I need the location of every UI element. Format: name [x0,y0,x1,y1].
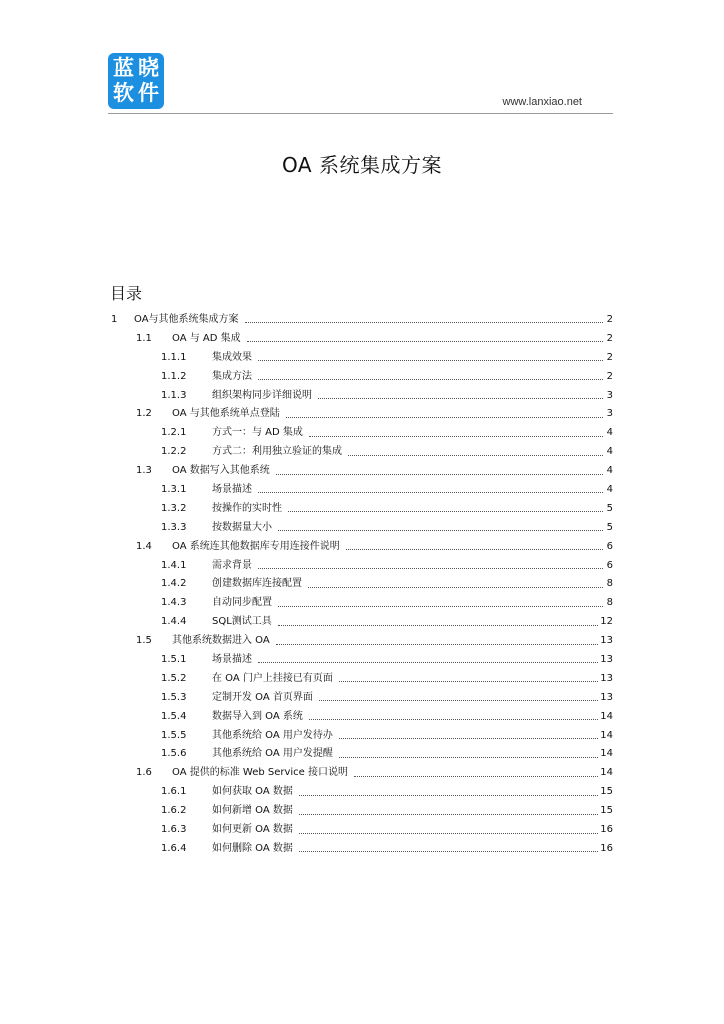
table-of-contents [0,311,724,859]
logo-char: 件 [138,81,159,105]
toc-leader-dots [346,548,603,550]
toc-entry-line [212,594,613,613]
toc-entry-number: 1.4.4 [161,616,187,628]
toc-entry-label: 集成效果 [212,351,252,363]
toc-leader-dots [309,435,603,437]
toc-entry[interactable] [0,764,724,783]
toc-entry-number: 1.6.4 [161,842,187,854]
toc-entry-number: 1.3.1 [161,484,187,496]
toc-entry-number: 1.5 [136,635,152,647]
toc-entry-number: 1.1.2 [161,370,187,382]
toc-entry-label: OA 系统连其他数据库专用连接件说明 [172,540,340,552]
logo-char: 软 [113,81,134,105]
toc-entry[interactable] [0,462,724,481]
toc-entry[interactable] [0,481,724,500]
toc-entry-page: 6 [606,559,613,571]
toc-entry-line [172,405,613,424]
toc-entry-label: OA 数据写入其他系统 [172,465,270,477]
toc-entry-line [212,670,613,689]
toc-entry-label: 场景描述 [212,484,252,496]
toc-leader-dots [339,680,598,682]
toc-entry-label: 按数据量大小 [212,521,272,533]
toc-entry-line [212,708,613,727]
toc-entry-line [212,349,613,368]
toc-entry-page: 13 [600,635,613,647]
toc-entry-page: 5 [606,502,613,514]
toc-entry[interactable] [0,575,724,594]
toc-leader-dots [258,359,603,361]
toc-entry-label: 数据导入到 OA 系统 [212,710,303,722]
toc-entry-page: 8 [606,578,613,590]
toc-entry-number: 1.6.3 [161,824,187,836]
toc-entry-label: OA 提供的标准 Web Service 接口说明 [172,767,349,779]
toc-entry-page: 13 [600,654,613,666]
toc-entry-label: 如何获取 OA 数据 [212,786,293,798]
toc-entry-number: 1.5.4 [161,710,187,722]
toc-leader-dots [299,813,598,815]
toc-entry-page: 2 [606,370,613,382]
toc-entry-number: 1.1.3 [161,389,187,401]
toc-leader-dots [258,567,603,569]
toc-entry-label: 如何新增 OA 数据 [212,805,293,817]
toc-leader-dots [286,416,603,418]
toc-entry-line [212,443,613,462]
toc-leader-dots [258,661,598,663]
toc-entry-label: SQL测试工具 [212,616,272,628]
toc-entry-label: OA 与 AD 集成 [172,332,241,344]
toc-entry-line [172,632,613,651]
toc-entry-label: OA 与其他系统单点登陆 [172,408,280,420]
toc-entry-page: 14 [600,710,613,722]
toc-entry-line [212,727,613,746]
toc-entry-number: 1.2.1 [161,427,187,439]
toc-leader-dots [288,510,603,512]
toc-entry-line [212,424,613,443]
toc-entry-line [212,745,613,764]
toc-leader-dots [258,378,603,380]
toc-entry[interactable] [0,330,724,349]
toc-entry-label: 其他系统数据进入 OA [172,635,270,647]
toc-entry-number: 1.5.1 [161,654,187,666]
toc-entry-label: 方式一：与 AD 集成 [212,427,303,439]
toc-entry-number: 1.2 [136,408,152,420]
toc-entry[interactable] [0,651,724,670]
toc-heading: 目录 [110,284,143,303]
toc-entry[interactable] [0,368,724,387]
toc-entry-line [212,689,613,708]
toc-entry[interactable] [0,727,724,746]
toc-entry[interactable] [0,821,724,840]
toc-entry[interactable] [0,783,724,802]
toc-entry-number: 1.4.2 [161,578,187,590]
toc-entry-page: 14 [600,729,613,741]
company-logo [108,53,164,109]
toc-leader-dots [348,454,603,456]
toc-leader-dots [299,832,598,834]
toc-leader-dots [299,794,598,796]
toc-entry-number: 1.6 [136,767,152,779]
toc-entry[interactable] [0,689,724,708]
toc-entry-number: 1.5.6 [161,748,187,760]
toc-entry-line [172,462,613,481]
header-url: www.lanxiao.net [502,96,582,108]
document-title: OA 系统集成方案 [282,153,442,177]
toc-entry-line [212,783,613,802]
toc-leader-dots [354,775,598,777]
toc-entry-line [212,575,613,594]
toc-leader-dots [258,491,603,493]
toc-entry-label: 创建数据库连接配置 [212,578,302,590]
toc-entry-page: 13 [600,672,613,684]
toc-entry[interactable] [0,802,724,821]
toc-leader-dots [299,850,598,852]
toc-entry-number: 1.5.2 [161,672,187,684]
toc-entry-page: 2 [606,351,613,363]
toc-entry-page: 2 [606,314,613,325]
toc-entry-page: 15 [600,786,613,798]
toc-entry-line [212,368,613,387]
logo-char: 蓝 [113,56,134,80]
toc-entry-page: 13 [600,691,613,703]
toc-entry[interactable] [0,349,724,368]
toc-entry-label: 在 OA 门户上挂接已有页面 [212,672,333,684]
toc-entry-page: 3 [606,389,613,401]
toc-entry-page: 16 [600,824,613,836]
toc-entry-number: 1.6.2 [161,805,187,817]
toc-entry-label: 按操作的实时性 [212,502,282,514]
toc-entry-page: 6 [606,540,613,552]
toc-entry-line [172,538,613,557]
toc-entry[interactable] [0,500,724,519]
toc-leader-dots [278,605,603,607]
toc-entry-label: OA与其他系统集成方案 [134,314,239,325]
toc-entry[interactable] [0,670,724,689]
toc-entry-line [134,311,613,330]
toc-entry-number: 1.3 [136,465,152,477]
toc-entry-page: 4 [606,465,613,477]
toc-entry-page: 14 [600,748,613,760]
toc-entry-page: 16 [600,842,613,854]
toc-entry-line [212,821,613,840]
toc-entry-page: 5 [606,521,613,533]
toc-entry-number: 1.4.3 [161,597,187,609]
toc-entry-line [212,387,613,406]
toc-entry-line [212,802,613,821]
toc-entry[interactable] [0,405,724,424]
toc-entry-number: 1.1.1 [161,351,187,363]
toc-entry-page: 12 [600,616,613,628]
toc-entry-label: 自动同步配置 [212,597,272,609]
toc-entry-page: 4 [606,446,613,458]
toc-entry-line [212,519,613,538]
toc-entry-line [212,613,613,632]
toc-entry[interactable] [0,840,724,859]
toc-leader-dots [339,756,598,758]
toc-entry[interactable] [0,538,724,557]
toc-entry-label: 定制开发 OA 首页界面 [212,691,313,703]
toc-entry-label: 如何更新 OA 数据 [212,824,293,836]
toc-entry[interactable] [0,708,724,727]
toc-entry-number: 1.4.1 [161,559,187,571]
toc-leader-dots [278,529,603,531]
toc-entry-page: 8 [606,597,613,609]
toc-entry-number: 1.3.3 [161,521,187,533]
toc-entry-line [212,651,613,670]
toc-leader-dots [276,473,603,475]
toc-entry-number: 1.5.5 [161,729,187,741]
logo-char: 晓 [138,56,159,80]
toc-entry[interactable] [0,311,724,330]
toc-entry-number: 1.3.2 [161,502,187,514]
toc-entry-number: 1.4 [136,540,152,552]
toc-entry[interactable] [0,632,724,651]
toc-entry-number: 1.1 [136,332,152,344]
toc-entry[interactable] [0,613,724,632]
toc-entry-label: 其他系统给 OA 用户发待办 [212,729,333,741]
toc-entry-number: 1 [111,314,118,325]
toc-entry-number: 1.6.1 [161,786,187,798]
toc-entry-label: 方式二：利用独立验证的集成 [212,446,342,458]
toc-entry[interactable] [0,557,724,576]
toc-entry[interactable] [0,594,724,613]
toc-entry-label: 其他系统给 OA 用户发提醒 [212,748,333,760]
toc-entry-line [212,557,613,576]
toc-entry[interactable] [0,443,724,462]
toc-entry-label: 场景描述 [212,654,252,666]
toc-entry-page: 14 [600,767,613,779]
toc-entry-line [212,840,613,859]
toc-entry-page: 4 [606,427,613,439]
toc-entry-line [172,330,613,349]
toc-entry-label: 需求背景 [212,559,252,571]
toc-entry-line [212,481,613,500]
toc-entry-page: 2 [606,332,613,344]
toc-leader-dots [308,586,603,588]
toc-entry-label: 集成方法 [212,370,252,382]
toc-entry-label: 组织架构同步详细说明 [212,389,312,401]
toc-entry-page: 15 [600,805,613,817]
toc-leader-dots [245,321,603,323]
toc-entry-page: 3 [606,408,613,420]
logo-mark [111,56,161,106]
toc-leader-dots [309,718,598,720]
toc-entry[interactable] [0,424,724,443]
toc-entry[interactable] [0,519,724,538]
toc-entry-number: 1.5.3 [161,691,187,703]
toc-leader-dots [339,737,598,739]
header-divider [108,113,613,114]
toc-leader-dots [318,397,603,399]
toc-entry-line [212,500,613,519]
toc-leader-dots [247,340,603,342]
toc-leader-dots [319,699,598,701]
toc-entry-label: 如何删除 OA 数据 [212,842,293,854]
toc-entry-line [172,764,613,783]
toc-entry[interactable] [0,387,724,406]
toc-entry[interactable] [0,745,724,764]
toc-entry-page: 4 [606,484,613,496]
toc-entry-number: 1.2.2 [161,446,187,458]
toc-leader-dots [276,643,599,645]
toc-leader-dots [278,624,598,626]
